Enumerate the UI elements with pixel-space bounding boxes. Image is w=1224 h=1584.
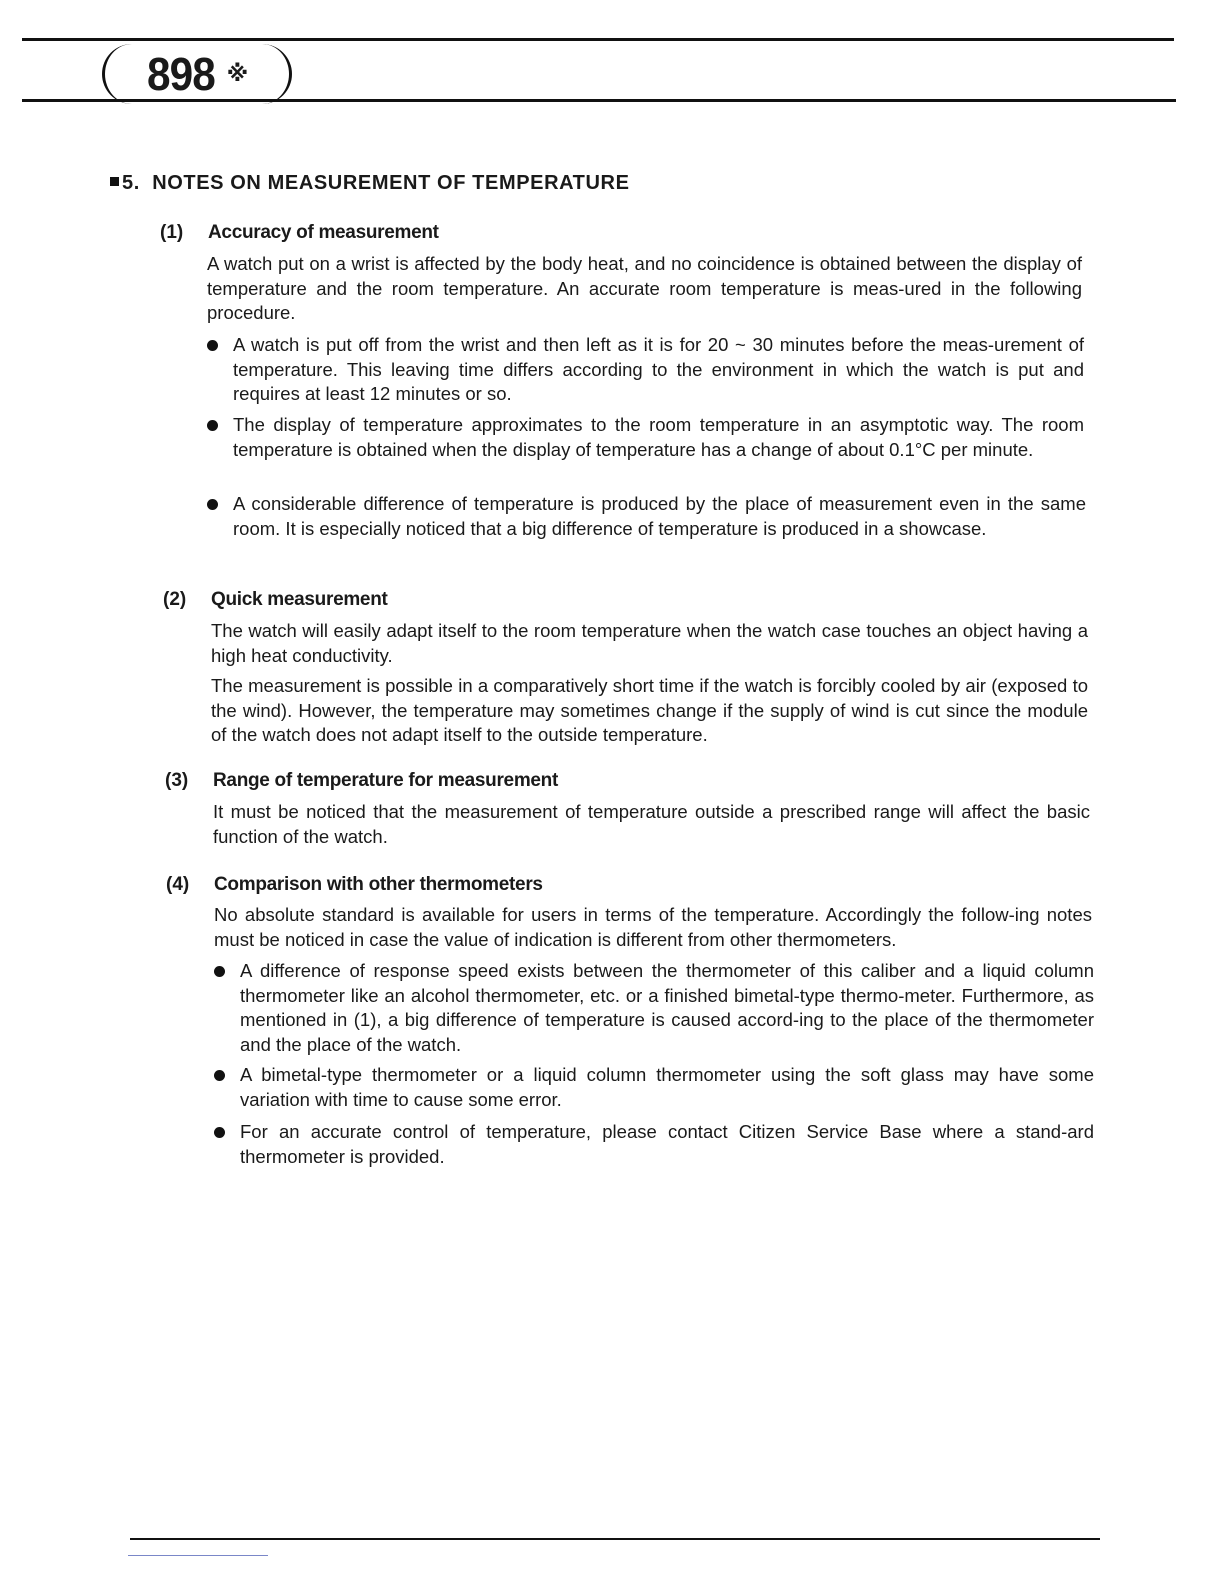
paragraph: It must be noticed that the measurement of temperature outside a prescribed range will affect the basic function of the watch. (213, 801, 1090, 847)
subsection-title: Quick measurement (211, 589, 388, 610)
list-item (207, 413, 1084, 462)
paragraph: The measurement is possible in a comparatively short time if the watch is forcibly cooled by air (exposed to the wind). However, the temperature may sometimes change if the supply of wind is cut since the module of the watch does not adapt itself to the outside temperature. (211, 675, 1088, 745)
paragraph: No absolute standard is available for users in terms of the temperature. Accordingly the follow-ing notes must be noticed in case the value of indication is different from other thermometers. (214, 904, 1092, 950)
list-item (207, 492, 1086, 541)
bullet-icon (207, 499, 218, 510)
subsection-number: (3) (165, 770, 189, 791)
subsection-heading (163, 589, 388, 611)
subsection-heading (165, 770, 558, 792)
square-bullet-icon (110, 177, 119, 186)
list-item (214, 959, 1094, 1057)
paragraph: A watch put on a wrist is affected by the body heat, and no coincidence is obtained between the display of temperature and the room temperature. An accurate room temperature is meas-ured in the following procedure. (207, 253, 1082, 323)
list-item-text: A considerable difference of temperature is produced by the place of measurement even in the same room. It is especially noticed that a big difference of temperature is produced in a showcase. (233, 493, 1086, 539)
list-item (214, 1120, 1094, 1169)
list-item (207, 333, 1084, 407)
subsection-title: Accuracy of measurement (208, 222, 439, 243)
list-item-text: A watch is put off from the wrist and then left as it is for 20 ~ 30 minutes before the meas-urement of temperature. This leaving time differs according to the environment in which the watch is put and requires at least 12 minutes or so. (233, 334, 1084, 404)
subsection-title: Range of temperature for measurement (213, 770, 559, 791)
subsection-number: (4) (166, 874, 190, 895)
bullet-icon (214, 1070, 225, 1081)
subsection-number: (2) (163, 589, 187, 610)
model-mark: ※ (226, 61, 249, 86)
subsection-heading (160, 222, 439, 244)
section-title: NOTES ON MEASUREMENT OF TEMPERATURE (152, 172, 630, 194)
bullet-icon (207, 340, 218, 351)
header-rule-top (22, 38, 1174, 41)
list-item-text: The display of temperature approximates to the room temperature in an asymptotic way. The room temperature is obtained when the display of temperature has a change of about 0.1°C per minute. (233, 414, 1084, 460)
bullet-icon (214, 1127, 225, 1138)
section-heading (110, 172, 630, 195)
list-item-text: A difference of response speed exists between the thermometer of this caliber and a liquid column thermometer like an alcohol thermometer, etc. or a finished bimetal-type thermo-meter. Furthermore, as mentioned in (1), a big difference of temperature is caused accord-ing to the place of the thermometer and the place of the watch. (240, 960, 1094, 1055)
subsection-number: (1) (160, 222, 184, 243)
model-badge (102, 44, 292, 104)
paragraph: The watch will easily adapt itself to the room temperature when the watch case touches an object having a high heat conductivity. (211, 620, 1088, 666)
list-item-text: A bimetal-type thermometer or a liquid column thermometer using the soft glass may have some variation with time to cause some error. (240, 1064, 1094, 1110)
list-item (214, 1063, 1094, 1112)
model-number: 898 (147, 48, 215, 100)
footer-rule-short (128, 1555, 268, 1556)
subsection-title: Comparison with other thermometers (214, 874, 543, 895)
footer-rule (130, 1538, 1100, 1540)
subsection-heading (166, 874, 543, 896)
section-number: 5. (122, 172, 140, 194)
list-item-text: For an accurate control of temperature, please contact Citizen Service Base where a stand-ard thermometer is provided. (240, 1121, 1094, 1167)
bullet-icon (214, 966, 225, 977)
bullet-icon (207, 420, 218, 431)
